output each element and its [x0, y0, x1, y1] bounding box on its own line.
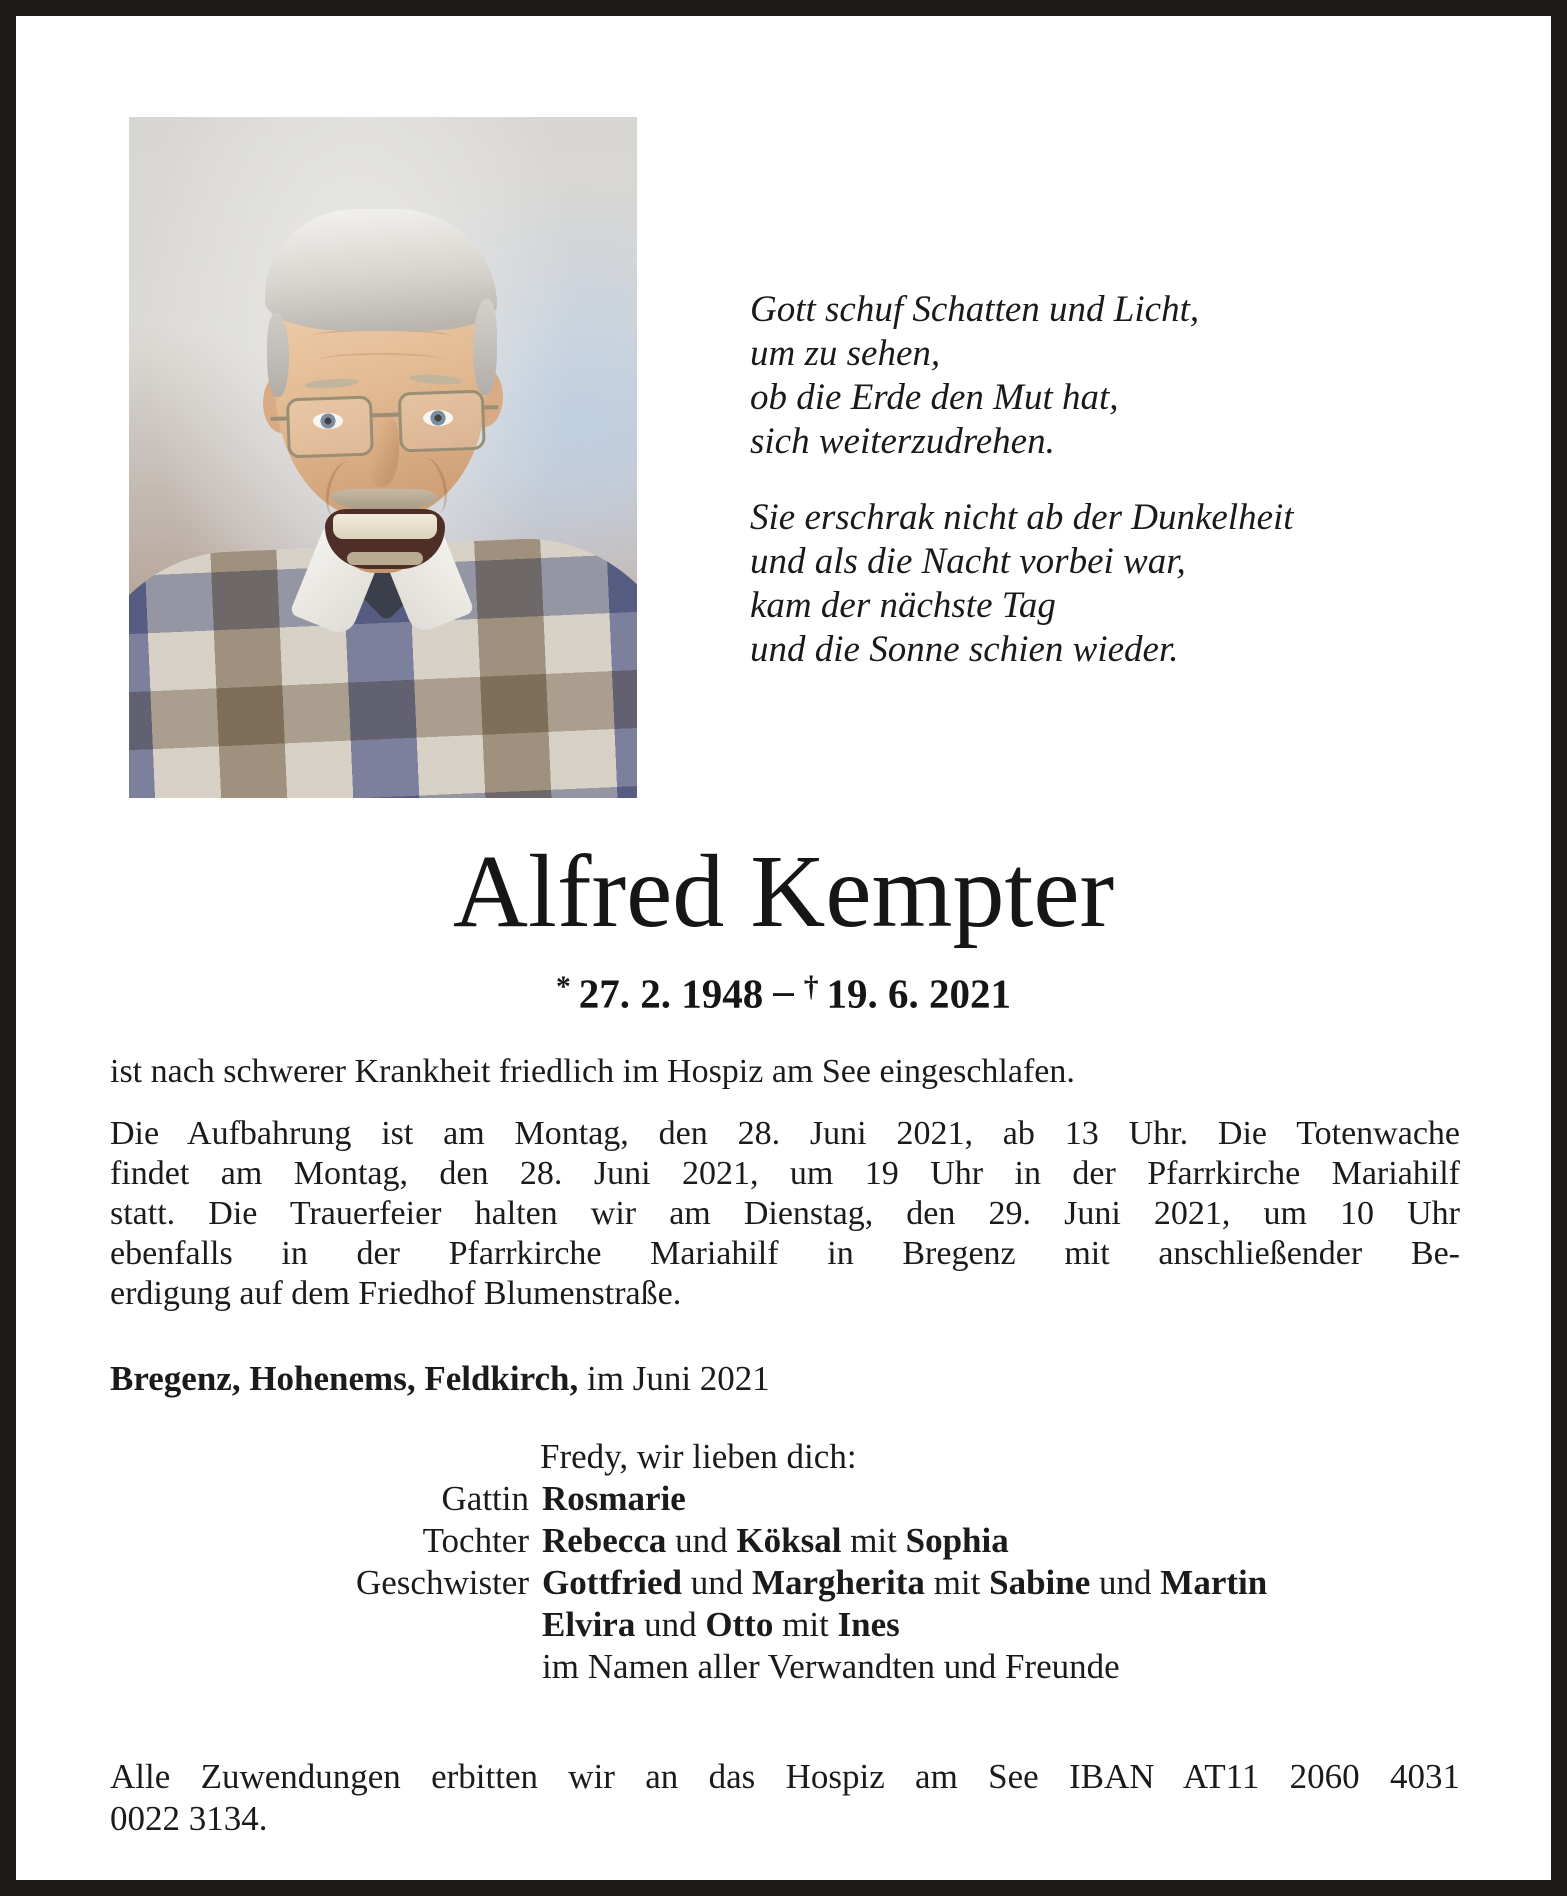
details-line: statt. Die Trauerfeier halten wir am Dienstag, den 29. Juni 2021, um 10 Uhr	[110, 1195, 1460, 1232]
joiner: und	[666, 1521, 737, 1560]
joiner: und	[681, 1563, 752, 1602]
deceased-name: Alfred Kempter	[452, 834, 1115, 949]
birth-date: 27. 2. 1948	[578, 970, 764, 1017]
glasses-temple-right	[482, 405, 498, 410]
family-name: Martin	[1160, 1563, 1268, 1602]
poem-line: Sie erschrak nicht ab der Dunkelheit	[750, 497, 1294, 538]
relation-names	[542, 1479, 686, 1518]
family-name: Otto	[705, 1605, 774, 1644]
family-name: Elvira	[542, 1605, 636, 1644]
poem-line: sich weiterzudrehen.	[750, 421, 1055, 462]
joiner: und	[635, 1605, 706, 1644]
poem-line: kam der nächste Tag	[750, 585, 1056, 626]
poem-line: um zu sehen,	[750, 333, 941, 374]
details-line: Die Aufbahrung ist am Montag, den 28. Juni 2021, ab 13 Uhr. Die Totenwache	[110, 1115, 1460, 1152]
family-name: Rebecca	[542, 1521, 667, 1560]
poem-line: und als die Nacht vorbei war,	[750, 541, 1186, 582]
family-intro: Fredy, wir lieben dich:	[540, 1437, 857, 1476]
donation-note	[110, 1756, 1460, 1840]
portrait-sideburn-right	[473, 299, 497, 395]
poem-line: und die Sonne schien wieder.	[750, 629, 1179, 670]
poem-stanza-1	[750, 288, 1294, 464]
family-row	[16, 1562, 1551, 1604]
family-name: Gottfried	[542, 1563, 682, 1602]
joiner: mit	[773, 1605, 838, 1644]
family-closing: im Namen aller Verwandten und Freunde	[542, 1647, 1120, 1686]
family-row	[16, 1478, 1551, 1520]
joiner: mit	[841, 1521, 906, 1560]
portrait-forehead-line	[319, 353, 443, 367]
family-name: Sophia	[905, 1521, 1009, 1560]
family-name: Sabine	[989, 1563, 1091, 1602]
portrait-teeth-lower	[347, 552, 423, 565]
opening-line: ist nach schwerer Krankheit friedlich im Hospiz am See eingeschlafen.	[110, 1053, 1075, 1090]
signature-places: Bregenz, Hohenems, Feldkirch,	[110, 1359, 579, 1398]
donation-line: 0022 3134.	[110, 1799, 268, 1838]
family-name: Ines	[837, 1605, 900, 1644]
glasses-lens-left	[286, 395, 374, 458]
relation-label: Tochter	[422, 1521, 529, 1560]
donation-line: Alle Zuwendungen erbitten wir an das Hospiz am See IBAN AT11 2060 4031	[110, 1757, 1460, 1796]
portrait-glasses	[286, 390, 486, 469]
joiner: mit	[924, 1563, 990, 1602]
relation-label: Geschwister	[355, 1563, 529, 1602]
relation-names	[542, 1521, 1009, 1560]
portrait-smiling-mouth	[325, 509, 445, 569]
glasses-temple-left	[271, 416, 289, 421]
signature-date: im Juni 2021	[578, 1359, 770, 1398]
life-dates	[16, 966, 1551, 1017]
birth-star-symbol: *	[555, 971, 571, 1004]
relation-names	[542, 1605, 900, 1644]
family-row	[16, 1604, 1551, 1646]
details-line: erdigung auf dem Friedhof Blumenstraße.	[110, 1275, 682, 1312]
family-name: Köksal	[736, 1521, 842, 1560]
joiner: und	[1090, 1563, 1161, 1602]
portrait-forehead-line	[311, 329, 451, 345]
family-row	[16, 1520, 1551, 1562]
signature-line	[110, 1358, 1460, 1400]
relation-names	[542, 1563, 1267, 1602]
poem-stanza-2	[750, 496, 1294, 672]
family-name: Rosmarie	[542, 1479, 686, 1518]
portrait-teeth-upper	[333, 514, 437, 539]
details-line: findet am Montag, den 28. Juni 2021, um 19 Uhr in der Pfarrkirche Mariahilf	[110, 1155, 1460, 1192]
poem-line: Gott schuf Schatten und Licht,	[750, 289, 1200, 330]
glasses-bridge	[370, 412, 400, 417]
dates-separator: –	[773, 967, 794, 1013]
family-name: Margherita	[751, 1563, 925, 1602]
family-block	[16, 1436, 1551, 1688]
portrait-photo	[129, 117, 637, 798]
death-cross-symbol: †	[803, 971, 819, 1004]
funeral-details	[110, 1114, 1460, 1314]
glasses-lens-right	[398, 390, 486, 453]
portrait-hair	[265, 209, 497, 331]
memorial-poem	[750, 288, 1294, 672]
details-line: ebenfalls in der Pfarrkirche Mariahilf in Bregenz mit anschließender Be-	[110, 1235, 1460, 1272]
poem-line: ob die Erde den Mut hat,	[750, 377, 1119, 418]
relation-label: Gattin	[441, 1479, 529, 1518]
death-date: 19. 6. 2021	[826, 970, 1012, 1017]
